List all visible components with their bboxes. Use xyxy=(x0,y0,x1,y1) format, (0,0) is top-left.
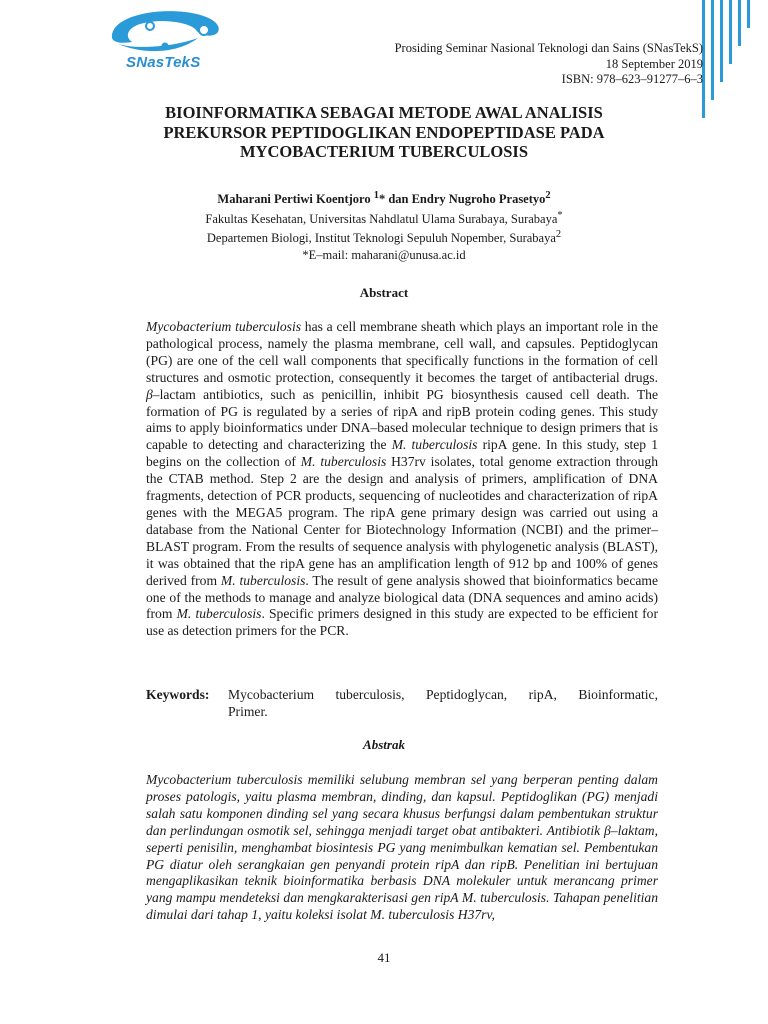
abstrak-text: Mycobacterium tuberculosis memiliki selubung membran sel yang berperan penting dalam proses patologis, yaitu plasma membran, dinding, dan kapsul. Peptidoglikan (PG) menjadi salah satu komponen dinding sel yang secara khusus berfungsi dalam pembentukan struktur dan perlindungan osmotik sel, sehingga menjadi target obat antibakteri. Antibiotik β–laktam, seperti penisilin, menghambat biosintesis PG yang menimbulkan kematian sel. Pembentukan PG diatur oleh serangkaian gen penyandi protein ripA dan ripB. Penelitian ini bertujuan mengaplikasikan teknik bioinformatika berbasis DNA molekuler untuk merancang primer yang mampu mendeteksi dan mengkarakterisasi gen ripA M. tuberculosis. Tahapan penelitian dimulai dari tahap 1, yaitu koleksi isolat M. tuberculosis H37rv, xyxy=(146,772,658,923)
abstract-text: Mycobacterium tuberculosis has a cell membrane sheath which plays an important role in the pathological process, namely the plasma membrane, cell wall, and capsules. Peptidoglycan (PG) are one of the cell wall components that specifically functions in the formation of cell structures and osmotic protection, consequently it becomes the target of antibacterial drugs. β–lactam antibiotics, such as penicillin, inhibit PG biosynthesis caused cell death. The formation of PG is regulated by a series of ripA and ripB protein coding genes. This study aims to apply bioinformatics under DNA–based molecular technique to design primers that is capable to detecting and characterizing the M. tuberculosis ripA gene. In this study, step 1 begins on the collection of M. tuberculosis H37rv isolates, total genome extraction through the CTAB method. Step 2 are the design and analysis of primers, amplification of DNA fragments, detection of PCR products, sequencing of nucleotides and characterization of ripA genes with the MEGA5 program. The ripA gene primary design was carried out using a database from the National Center for Biotechnology Information (NCBI) and the primer–BLAST program. From the results of sequence analysis with phylogenetic analysis (BLAST), it was obtained that the ripA gene has an amplification length of 912 bp and 100% of genes derived from M. tuberculosis. The result of gene analysis showed that bioinformatics became one of the methods to manage and analyze biological data (DNA sequences and amino acids) from M. tuberculosis. Specific primers designed in this study are expected to be efficient for use as detection primers for the PCR. xyxy=(146,319,659,639)
keywords xyxy=(146,686,658,720)
abstract-heading: Abstract xyxy=(359,285,409,300)
title-line-2: PREKURSOR PEPTIDOGLIKAN ENDOPEPTIDASE PADA xyxy=(163,122,605,142)
author-conjunction: dan xyxy=(385,192,412,207)
paper-title xyxy=(100,103,668,162)
author-2-mark: 2 xyxy=(545,190,551,201)
affiliation-2: Departemen Biologi, Institut Teknologi Sepuluh Nopember, Surabaya$^2$ xyxy=(206,229,562,246)
conference-date: 18 September 2019 xyxy=(605,56,703,71)
proceedings-name: Prosiding Seminar Nasional Teknologi dan Sains (SNasTekS) xyxy=(394,41,703,55)
affiliation-1: Fakultas Kesehatan, Universitas Nahdlatul Ulama Surabaya, Surabaya* xyxy=(205,209,563,226)
proceedings-info xyxy=(395,41,703,88)
author-email: *E–mail: maharani@unusa.ac.id xyxy=(302,247,466,262)
author-names xyxy=(100,188,668,208)
logo-text: SNasTekS xyxy=(126,54,201,71)
author-block xyxy=(100,188,668,263)
isbn: ISBN: 978–623–91277–6–3 xyxy=(561,72,703,86)
abstrak-heading: Abstrak xyxy=(363,737,405,752)
keywords-label: Keywords: xyxy=(146,687,210,702)
author-1-star: * xyxy=(378,192,386,207)
keywords-line-1: Mycobacterium tuberculosis, Peptidoglycan, ripA, Bioinformatic, xyxy=(228,687,658,702)
snasteks-logo xyxy=(0,0,260,80)
author-1-mark: 1 xyxy=(373,190,379,201)
author-1: Maharani Pertiwi Koentjoro xyxy=(217,192,371,207)
keywords-line-2: Primer. xyxy=(228,704,268,719)
title-line-1: BIOINFORMATIKA SEBAGAI METODE AWAL ANALISIS xyxy=(165,103,603,122)
title-line-3: MYCOBACTERIUM TUBERCULOSIS xyxy=(239,142,529,161)
author-2: Endry Nugroho Prasetyo xyxy=(411,192,546,207)
page-number: 41 xyxy=(377,950,391,965)
header-stripes xyxy=(702,0,750,118)
